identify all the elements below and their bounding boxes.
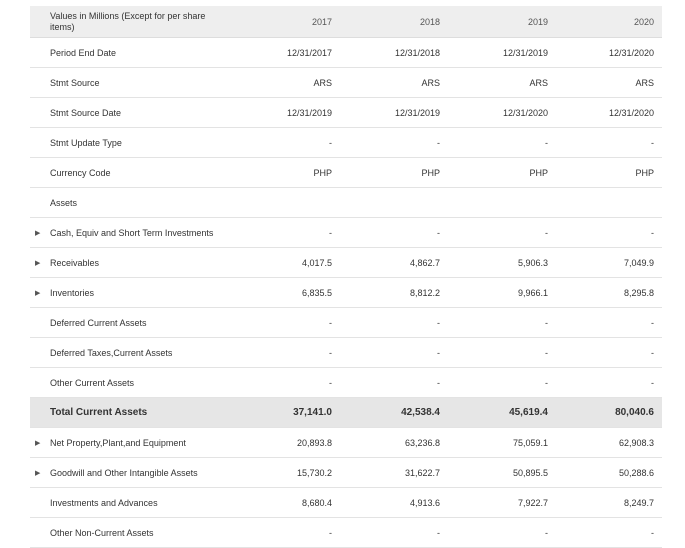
row-label: Currency Code [50,167,111,178]
row-value: - [329,347,332,358]
row-label: Assets [50,197,78,208]
row-value: 8,812.2 [409,287,440,298]
row-value: - [651,317,654,328]
row-value: 80,040.6 [615,407,654,418]
year-header: 2017 [311,16,332,27]
row-value: 62,908.3 [618,437,654,448]
row-label: Inventories [50,287,95,298]
row-value: 12/31/2019 [502,47,548,58]
row-value: 12/31/2019 [286,107,332,118]
row-value [458,188,548,217]
row-value: - [651,527,654,538]
row-value: ARS [635,77,654,88]
expand-row-triangle-right-icon[interactable]: ▶ [35,289,41,297]
row-label: Stmt Source Date [50,107,122,118]
expand-row-triangle-right-icon[interactable]: ▶ [35,259,41,267]
row-value: 50,288.6 [618,467,654,478]
row-value: - [545,227,548,238]
row-value: 20,893.8 [296,437,332,448]
row-value: 5,906.3 [517,257,548,268]
row-value: - [329,317,332,328]
row-value: 6,835.5 [301,287,332,298]
row-value: - [545,377,548,388]
table-row [30,128,662,158]
row-value: - [651,137,654,148]
table-header [30,6,662,38]
row-value [242,188,332,217]
table-row [30,518,662,548]
row-value: 37,141.0 [293,407,332,418]
year-header: 2018 [419,16,440,27]
table-row[interactable] [30,248,662,278]
row-value: ARS [529,77,548,88]
row-label: Other Current Assets [50,377,135,388]
row-value: 8,295.8 [623,287,654,298]
expand-row-triangle-right-icon[interactable]: ▶ [35,439,41,447]
row-label: Goodwill and Other Intangible Assets [50,467,198,478]
table-row [30,38,662,68]
row-value: 9,966.1 [517,287,548,298]
table-row [30,158,662,188]
row-value: - [545,317,548,328]
row-value: 12/31/2018 [394,47,440,58]
row-value: - [545,347,548,358]
row-value: - [437,377,440,388]
row-value: 12/31/2020 [502,107,548,118]
row-value: - [545,137,548,148]
table-row [30,98,662,128]
row-value [564,188,654,217]
row-label: Net Property,Plant,and Equipment [50,437,186,448]
expand-row-triangle-right-icon[interactable]: ▶ [35,469,41,477]
year-header: 2019 [527,16,548,27]
row-label: Stmt Update Type [50,137,122,148]
table-row [30,68,662,98]
row-value: 12/31/2019 [394,107,440,118]
row-value: 4,862.7 [409,257,440,268]
row-value: 63,236.8 [404,437,440,448]
table-row[interactable] [30,458,662,488]
row-label: Deferred Current Assets [50,317,147,328]
row-value: PHP [313,167,332,178]
row-value: - [651,347,654,358]
row-label: Receivables [50,257,100,268]
row-value: 15,730.2 [296,467,332,478]
table-body [30,38,662,548]
row-value: 4,017.5 [301,257,332,268]
row-label: Total Current Assets [50,407,148,418]
expand-row-triangle-right-icon[interactable]: ▶ [35,229,41,237]
row-value: 8,680.4 [301,497,332,508]
table-row [30,488,662,518]
table-row [30,308,662,338]
total-row [30,398,662,428]
row-value: - [545,527,548,538]
table-row [30,188,662,218]
row-value: - [329,527,332,538]
row-value: ARS [313,77,332,88]
row-value: - [329,377,332,388]
row-value: - [437,227,440,238]
row-label: Investments and Advances [50,497,158,508]
row-value: - [329,137,332,148]
table-row [30,338,662,368]
row-value: PHP [421,167,440,178]
row-value: 12/31/2017 [286,47,332,58]
row-value: 45,619.4 [509,407,548,418]
row-value: PHP [529,167,548,178]
row-value: - [329,227,332,238]
row-value: - [437,137,440,148]
row-value: - [437,347,440,358]
row-value [350,188,440,217]
row-value: - [651,227,654,238]
row-value: - [651,377,654,388]
row-value: 50,895.5 [512,467,548,478]
row-value: ARS [421,77,440,88]
row-value: 75,059.1 [512,437,548,448]
row-value: 42,538.4 [401,407,440,418]
row-value: 12/31/2020 [608,47,654,58]
row-value: - [437,317,440,328]
row-label: Deferred Taxes,Current Assets [50,347,173,358]
row-label: Other Non-Current Assets [50,527,154,538]
row-label: Stmt Source [50,77,100,88]
table-row[interactable] [30,278,662,308]
row-value: 12/31/2020 [608,107,654,118]
row-value: 7,922.7 [517,497,548,508]
row-value: 4,913.6 [409,497,440,508]
financial-table [30,6,662,548]
row-label: Cash, Equiv and Short Term Investments [50,227,214,238]
row-value: 8,249.7 [623,497,654,508]
row-value: 31,622.7 [404,467,440,478]
year-header: 2020 [633,16,654,27]
row-value: 7,049.9 [623,257,654,268]
row-value: PHP [635,167,654,178]
row-label: Period End Date [50,47,117,58]
header-label: Values in Millions (Except for per share items) [50,10,206,32]
table-row [30,368,662,398]
table-row[interactable] [30,428,662,458]
row-value: - [437,527,440,538]
table-row[interactable] [30,218,662,248]
